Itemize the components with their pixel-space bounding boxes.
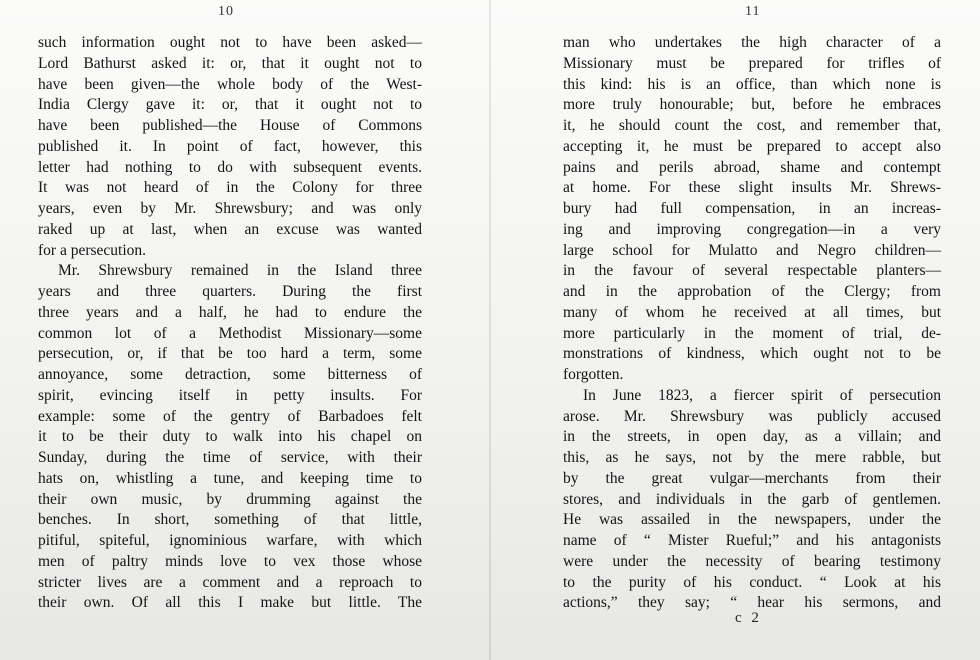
left-page [0, 0, 489, 660]
signature-mark: c 2 [735, 610, 762, 626]
text-line: at home. For these slight insults Mr. Shrews- [563, 179, 941, 197]
text-line: more truly honourable; but, before he embraces [563, 96, 941, 114]
text-line: pains and perils abroad, shame and contempt [563, 158, 941, 176]
text-line: forgotten. [563, 366, 624, 383]
text-line: in the streets, in open day, as a villain; and [563, 428, 941, 446]
text-line: persecution, or, if that be too hard a term, some [38, 345, 422, 363]
text-line: Sunday, during the time of service, with their [38, 449, 422, 466]
text-line: this kind: his is an office, than which none is [563, 75, 941, 93]
text-line: men of paltry minds love to vex those whose [38, 552, 422, 570]
text-line: many of whom he received at all times, but [563, 303, 941, 321]
text-line: published it. In point of fact, however, this [38, 137, 422, 155]
text-line: stores, and individuals in the garb of gentlemen. [563, 490, 941, 508]
text-line: were under the necessity of bearing testimony [563, 552, 941, 570]
text-line: their own music, by drumming against the [38, 490, 422, 508]
text-line: accepting it, he must be prepared to accept also [563, 137, 941, 155]
text-line: pitiful, spiteful, ignominious warfare, with which [38, 532, 422, 549]
right-page [491, 0, 980, 660]
text-line: three years and a half, he had to endure the [38, 303, 422, 321]
text-line: years and three quarters. During the first [38, 283, 422, 300]
text-line: He was assailed in the newspapers, under the [563, 511, 941, 529]
text-line: common lot of a Methodist Missionary—some [38, 324, 422, 342]
right-page-text [563, 33, 941, 614]
text-line: in the favour of several respectable planters— [563, 262, 941, 280]
text-line: benches. In short, something of that little, [38, 511, 422, 529]
text-line: stricter lives are a comment and a reproach to [38, 573, 422, 591]
text-line: their own. Of all this I make but little. The [38, 594, 422, 612]
text-line: have been given—the whole body of the West- [38, 75, 422, 93]
text-line: spirit, evincing itself in petty insults. For [38, 386, 422, 404]
text-line: for a persecution. [38, 241, 147, 259]
text-line: India Clergy gave it: or, that it ought not to [38, 96, 422, 114]
left-page-number: 10 [218, 4, 234, 19]
text-line: it, he should count the cost, and remember that, [563, 117, 941, 134]
text-line: ing and improving congregation—in a very [563, 220, 941, 238]
text-line: man who undertakes the high character of a [563, 34, 941, 51]
text-line: more particularly in the moment of trial, de- [563, 324, 941, 342]
text-line: large school for Mulatto and Negro children— [563, 241, 941, 259]
text-line: In June 1823, a fiercer spirit of persecution [583, 386, 941, 404]
text-line: and in the approbation of the Clergy; from [563, 283, 941, 300]
text-line: annoyance, some detraction, some bitterness of [38, 366, 422, 383]
text-line: Mr. Shrewsbury remained in the Island three [58, 262, 422, 280]
text-line: monstrations of kindness, which ought not to be [563, 345, 941, 363]
text-line: years, even by Mr. Shrewsbury; and was only [38, 200, 422, 217]
text-line: actions,” they say; “ hear his sermons, and [563, 594, 941, 612]
text-line: example: some of the gentry of Barbadoes felt [38, 407, 422, 425]
text-line: Missionary must be prepared for trifles of [563, 54, 941, 72]
text-line: this, as he says, not by the mere rabble, but [563, 449, 941, 466]
text-line: it to be their duty to walk into his chapel on [38, 428, 422, 446]
text-line: have been published—the House of Commons [38, 117, 422, 134]
text-line: to the purity of his conduct. “ Look at his [563, 573, 941, 591]
text-line: arose. Mr. Shrewsbury was publicly accused [563, 407, 941, 425]
right-page-number: 11 [745, 4, 761, 19]
text-line: It was not heard of in the Colony for three [38, 179, 422, 197]
text-line: letter had nothing to do with subsequent events. [38, 158, 422, 176]
text-line: raked up at last, when an excuse was wanted [38, 220, 422, 238]
left-page-text [38, 33, 422, 614]
text-line: Lord Bathurst asked it: or, that it ought not to [38, 54, 422, 72]
text-line: name of “ Mister Rueful;” and his antagonists [563, 532, 941, 549]
text-line: hats on, whistling a tune, and keeping time to [38, 469, 422, 487]
text-line: bury had full compensation, in an increas- [563, 200, 941, 217]
text-line: such information ought not to have been asked— [38, 34, 422, 51]
text-line: by the great vulgar—merchants from their [563, 469, 941, 487]
